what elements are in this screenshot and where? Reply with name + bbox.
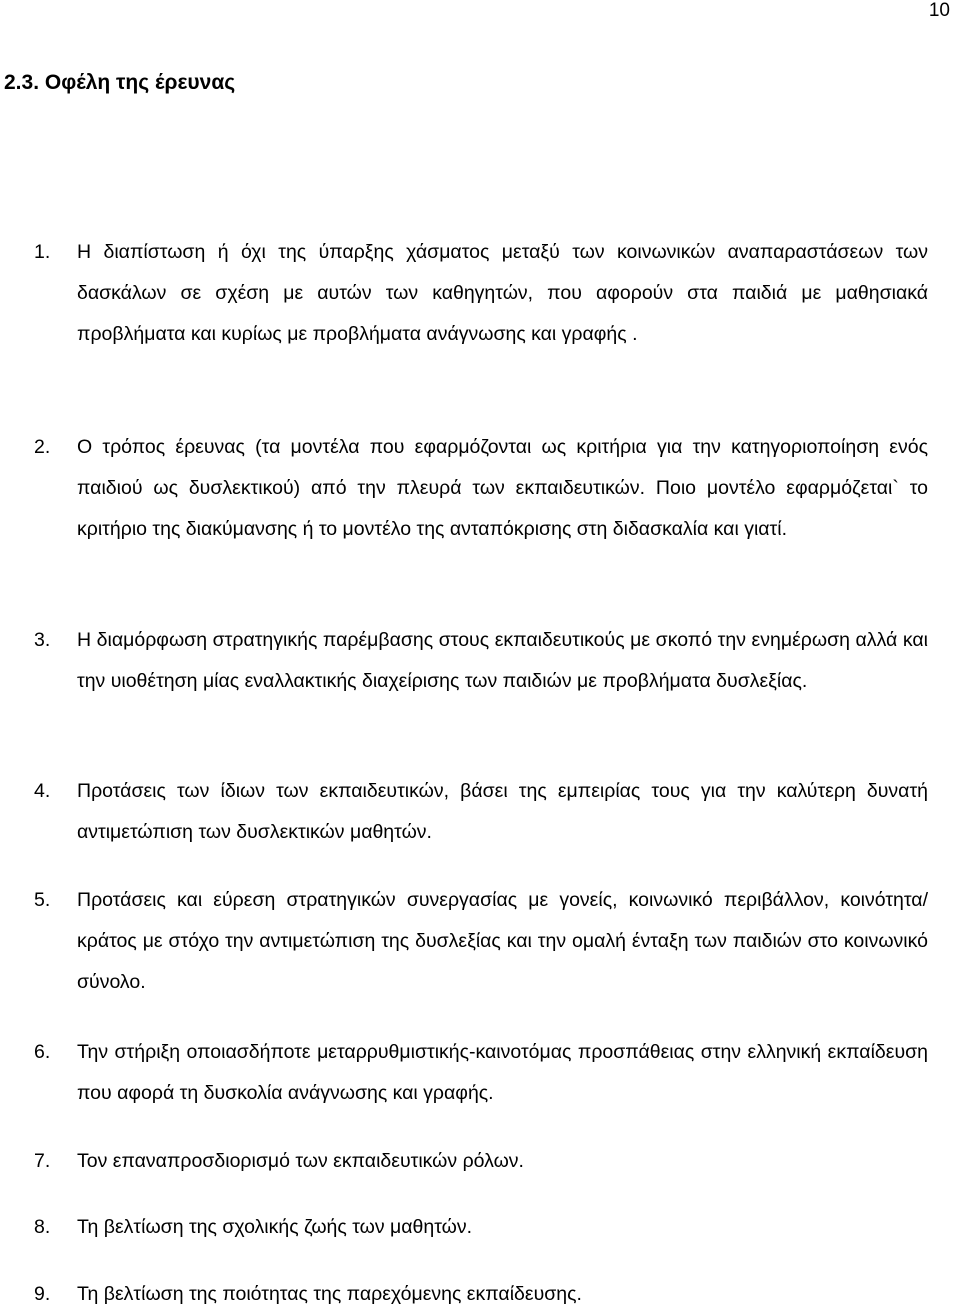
list-item xyxy=(34,1032,928,1114)
page-number: 10 xyxy=(928,0,950,21)
list-item xyxy=(34,1141,928,1182)
list-item-text: Τη βελτίωση της ποιότητας της παρεχόμενης εκπαίδευσης. xyxy=(77,1283,582,1305)
list-item-number: 3. xyxy=(34,629,51,651)
list-item-number: 6. xyxy=(34,1041,51,1063)
list-item xyxy=(34,427,928,550)
section-title: 2.3. Οφέλη της έρευνας xyxy=(4,71,236,94)
list-item-text: Προτάσεις των ίδιων των εκπαιδευτικών, βάσει της εμπειρίας τους για την καλύτερη δυνατή αντιμετώπιση των δυσλεκτικών μαθητών. xyxy=(77,780,928,843)
list-item-number: 1. xyxy=(34,241,51,263)
list-item-text: Η διαμόρφωση στρατηγικής παρέμβασης στους εκπαιδευτικούς με σκοπό την ενημέρωση αλλά και την υιοθέτηση μίας εναλλακτικής διαχείρισης των παιδιών με προβλήματα δυσλεξίας. xyxy=(77,629,928,692)
list-item xyxy=(34,771,928,853)
list-item-text: Την στήριξη οποιασδήποτε μεταρρυθμιστικής-καινοτόμας προσπάθειας στην ελληνική εκπαίδευση που αφορά τη δυσκολία ανάγνωσης και γραφής. xyxy=(77,1041,928,1104)
list-item-number: 2. xyxy=(34,436,51,458)
list-item-text: Προτάσεις και εύρεση στρατηγικών συνεργασίας με γονείς, κοινωνικό περιβάλλον, κοινότητα/κράτος με στόχο την αντιμετώπιση της δυσλεξίας και την ομαλή ένταξη των παιδιών στο κοινωνικό σύνολο. xyxy=(77,889,928,993)
list-item xyxy=(34,620,928,702)
list-item-number: 5. xyxy=(34,889,51,911)
list-item-text: Τη βελτίωση της σχολικής ζωής των μαθητών. xyxy=(77,1216,473,1238)
list-item-text: Ο τρόπος έρευνας (τα μοντέλα που εφαρμόζονται ως κριτήρια για την κατηγοριοποίηση ενός παιδιού ως δυσλεκτικού) από την πλευρά των εκπαιδευτικών. Ποιο μοντέλο εφαρμόζεται` το κριτήριο της διακύμανσης ή το μοντέλο της ανταπόκρισης στη διδασκαλία και γιατί. xyxy=(77,436,928,540)
list-item xyxy=(34,232,928,355)
list-item-number: 7. xyxy=(34,1150,51,1172)
list-item-number: 4. xyxy=(34,780,51,802)
list-item-number: 8. xyxy=(34,1216,51,1238)
list-item-number: 9. xyxy=(34,1283,51,1305)
list-item xyxy=(34,880,928,1003)
list-item-text: Η διαπίστωση ή όχι της ύπαρξης χάσματος μεταξύ των κοινωνικών αναπαραστάσεων των δασκάλων σε σχέση με αυτών των καθηγητών, που αφορούν στα παιδιά με μαθησιακά προβλήματα και κυρίως με προβλήματα ανάγνωσης και γραφής . xyxy=(77,241,928,345)
list-item-text: Τον επαναπροσδιορισμό των εκπαιδευτικών ρόλων. xyxy=(77,1150,524,1172)
list-item xyxy=(34,1207,928,1248)
